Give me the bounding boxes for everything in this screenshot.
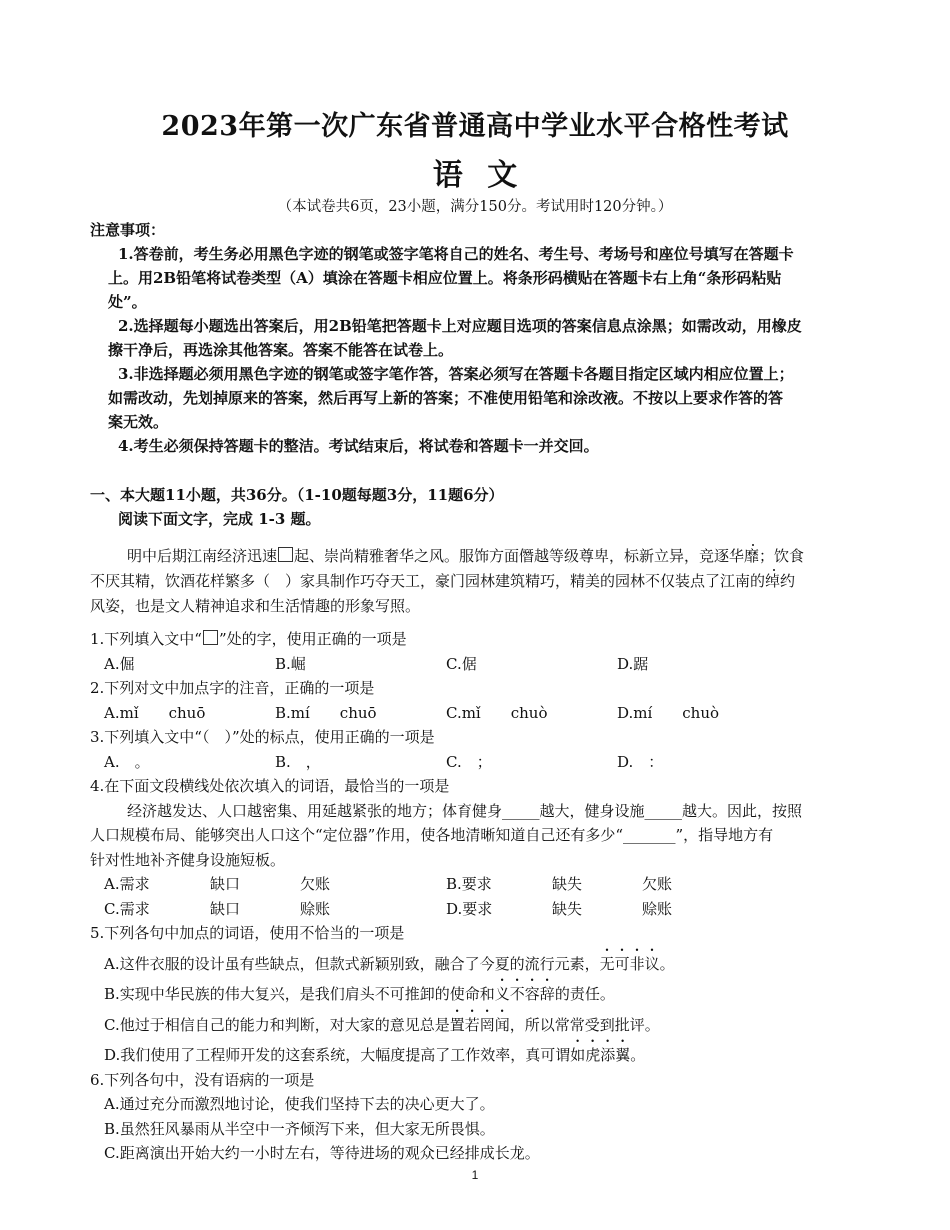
dotted-phrase: 义不容辞 xyxy=(494,985,555,1003)
option-word: 缺口 xyxy=(210,899,241,918)
passage-line: 明中后期江南经济迅速 起、崇尚精雅奢华之风。服饰方面僭越等级尊卑，标新立异，竞逐华靡；饮食 xyxy=(127,547,805,565)
question-4-options-row xyxy=(90,897,865,922)
option-b[interactable]: B.要求 xyxy=(446,875,492,893)
option-d[interactable]: D.要求 xyxy=(446,899,493,918)
exam-note: （本试卷共6页，23小题，满分150分。考试用时120分钟。） xyxy=(277,199,673,215)
section-heading-block xyxy=(90,483,865,531)
option-b[interactable]: B.实现中华民族的伟大复兴，是我们肩头不可推卸的使命和义不容辞的责任。 xyxy=(104,985,615,1003)
option-word: 欠账 xyxy=(300,875,331,893)
question-4-passage: 经济越发达、人口越密集、用延越紧张的地方；体育健身_____越大，健身设施_____越大。因此，按照 xyxy=(127,801,803,820)
reading-prompt: 阅读下面文字，完成 1-3 题。 xyxy=(118,510,321,528)
option-c[interactable]: C.距离演出开始大约一小时左右，等待进场的观众已经排成长龙。 xyxy=(104,1144,540,1162)
option-d[interactable]: D.mí chuò xyxy=(617,703,720,722)
option-c[interactable]: C.需求 xyxy=(104,899,150,918)
option-word: 赊账 xyxy=(642,899,673,918)
question-2-options xyxy=(90,701,865,726)
dotted-phrase: 如虎添翼 xyxy=(570,1046,631,1064)
question-6-stem: 6.下列各句中，没有语病的一项是 xyxy=(90,1070,315,1089)
option-word: 赊账 xyxy=(300,899,331,918)
dotted-char: 靡 xyxy=(744,547,760,565)
option-a[interactable]: A.倔 xyxy=(104,654,135,673)
option-a[interactable]: A. 。 xyxy=(104,752,150,771)
question-1-options xyxy=(90,652,865,677)
question-4-passage: 针对性地补齐健身设施短板。 xyxy=(90,850,286,869)
instruction-line: 处”。 xyxy=(108,293,147,311)
question-3-stem: 3.下列填入文中“（ ）”处的标点，使用正确的一项是 xyxy=(90,728,435,746)
option-a[interactable]: A.通过充分而激烈地讨论，使我们坚持下去的决心更大了。 xyxy=(104,1095,495,1113)
instruction-line: 3.非选择题必须用黑色字迹的钢笔或签字笔作答，答案必须写在答题卡各题目指定区域内相应位置上； xyxy=(118,365,794,383)
option-word: 缺失 xyxy=(552,875,583,893)
option-word: 欠账 xyxy=(642,875,673,893)
dotted-phrase: 无可非议 xyxy=(599,954,660,973)
subject-title: 语 文 xyxy=(432,158,518,193)
reading-passage xyxy=(90,544,865,619)
instruction-line: 擦干净后，再选涂其他答案。答案不能答在试卷上。 xyxy=(108,341,454,359)
option-d[interactable]: D.踞 xyxy=(617,654,649,673)
option-b[interactable]: B.崛 xyxy=(275,654,306,673)
blank-box xyxy=(278,547,293,562)
option-b[interactable]: B.mí chuō xyxy=(275,703,377,722)
option-d[interactable]: D.我们使用了工程师开发的这套系统，大幅度提高了工作效率，真可谓如虎添翼。 xyxy=(104,1046,646,1064)
question-2-stem: 2.下列对文中加点字的注音，正确的一项是 xyxy=(90,679,375,697)
instruction-line: 如需改动，先划掉原来的答案，然后再写上新的答案；不准使用铅笔和涂改液。不按以上要求作答的答 xyxy=(108,389,784,407)
question-4-options-row xyxy=(90,872,865,897)
dotted-phrase: 置若罔闻 xyxy=(449,1015,510,1034)
option-c[interactable]: C.他过于相信自己的能力和判断，对大家的意见总是置若罔闻，所以常常受到批评。 xyxy=(104,1015,660,1034)
option-a[interactable]: A.需求 xyxy=(104,875,150,893)
passage-line: 不厌其精，饮酒花样繁多（ ）家具制作巧夺天工，豪门园林建筑精巧，精美的园林不仅装点了江南的绰约 xyxy=(90,572,796,590)
question-4-stem: 4.在下面文段横线处依次填入的词语，最恰当的一项是 xyxy=(90,777,450,795)
option-c[interactable]: C.mǐ chuò xyxy=(446,703,548,722)
option-b[interactable]: B. ， xyxy=(275,752,321,771)
instruction-line: 2.选择题每小题选出答案后，用2B铅笔把答题卡上对应题目选项的答案信息点涂黑；如需改动，用橡皮 xyxy=(118,317,802,335)
questions xyxy=(90,627,865,1166)
page-number: 1 xyxy=(471,1168,479,1182)
dotted-char: 绰 xyxy=(765,572,781,590)
option-b[interactable]: B.虽然狂风暴雨从半空中一齐倾泻下来，但大家无所畏惧。 xyxy=(104,1119,495,1138)
option-word: 缺失 xyxy=(552,899,583,918)
instruction-line: 案无效。 xyxy=(108,413,169,431)
blank-box xyxy=(203,630,218,645)
option-word: 缺口 xyxy=(210,875,241,893)
instructions xyxy=(90,218,865,458)
option-a[interactable]: A.mǐ chuō xyxy=(104,703,206,722)
option-c[interactable]: C.倨 xyxy=(446,654,477,673)
question-1-stem: 1.下列填入文中“ ”处的字，使用正确的一项是 xyxy=(90,630,407,648)
instruction-line: 上。用2B铅笔将试卷类型（A）填涂在答题卡相应位置上。将条形码横贴在答题卡右上角“条形码粘贴 xyxy=(108,269,782,287)
option-d[interactable]: D. ： xyxy=(617,752,664,771)
question-4-passage: 人口规模布局、能够突出人口这个“定位器”作用，使各地清晰知道自己还有多少“_______”，指导地方有 xyxy=(90,826,774,844)
question-5-stem: 5.下列各句中加点的词语，使用不恰当的一项是 xyxy=(90,924,405,942)
instruction-line: 1.答卷前，考生务必用黑色字迹的钢笔或签字笔将自己的姓名、考生号、考场号和座位号填写在答题卡 xyxy=(118,245,794,263)
option-c[interactable]: C. ； xyxy=(446,752,492,771)
instructions-heading: 注意事项： xyxy=(90,221,166,239)
instruction-line: 4.考生必须保持答题卡的整洁。考试结束后，将试卷和答题卡一并交回。 xyxy=(118,437,599,455)
option-a[interactable]: A.这件衣服的设计虽有些缺点，但款式新颖别致，融合了今夏的流行元素，无可非议。 xyxy=(104,954,675,973)
question-3-options xyxy=(90,750,865,775)
section-heading: 一、本大题11小题，共36分。（1-10题每题3分，11题6分） xyxy=(90,486,504,504)
passage-line: 风姿，也是文人精神追求和生活情趣的形象写照。 xyxy=(90,597,421,615)
exam-title: 2023年第一次广东省普通高中学业水平合格性考试 xyxy=(161,111,789,142)
